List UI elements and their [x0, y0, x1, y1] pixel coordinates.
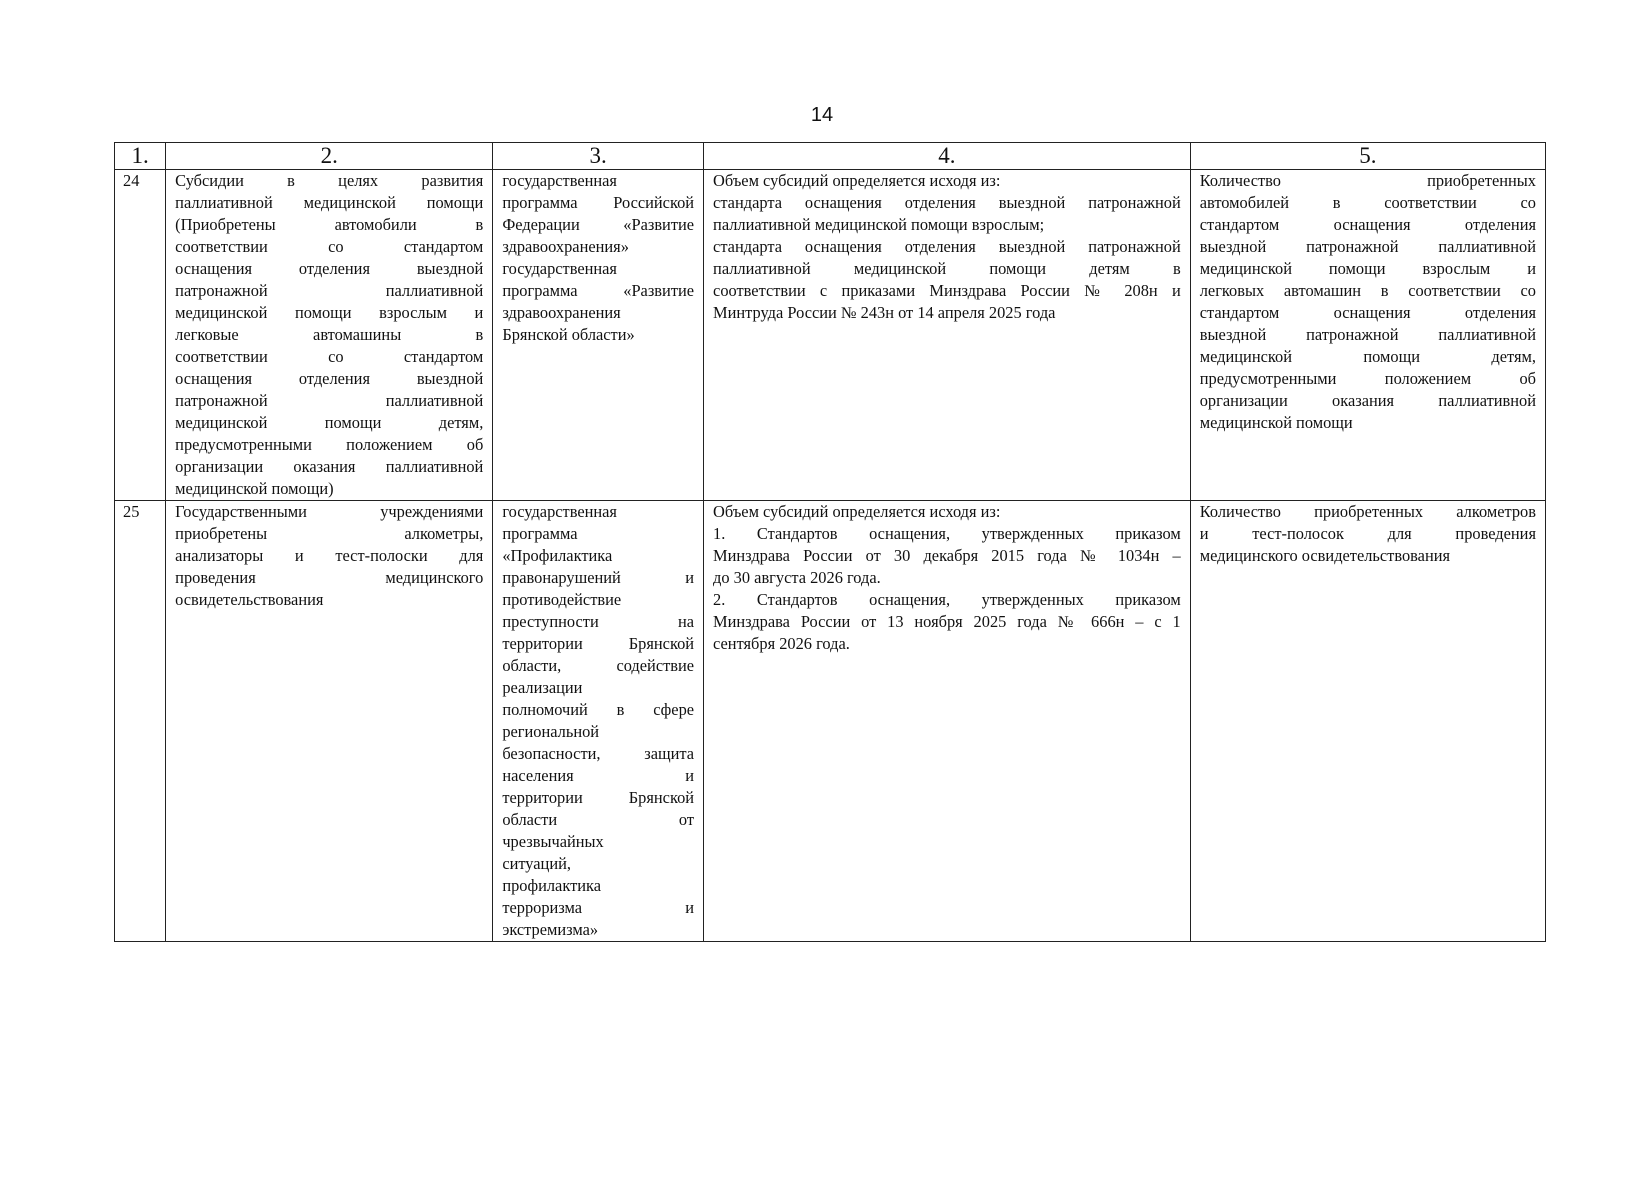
text-line: чрезвычайных [502, 832, 604, 851]
text-line: легковые автомашины в [175, 325, 484, 344]
text-line: освидетельствования [175, 590, 324, 609]
text-line: полномочий в сфере [502, 700, 695, 719]
text-line: здравоохранения [502, 303, 621, 322]
text-line: стандарта оснащения отделения выездной патронажной [713, 193, 1181, 212]
text-line: сентября 2026 года. [713, 634, 850, 653]
table-row [115, 501, 1546, 942]
text-line: программа [502, 524, 578, 543]
text-line: стандартом оснащения отделения [1199, 303, 1536, 322]
table-header-row [115, 143, 1546, 170]
text-line: Субсидии в целях развития [175, 171, 484, 190]
text-line: медицинской помощи детям, [1199, 347, 1536, 366]
page-number: 14 [810, 104, 834, 126]
text-line: государственная [502, 171, 617, 190]
text-line: области от [502, 810, 695, 829]
text-line: оснащения отделения выездной [175, 369, 484, 388]
text-line: медицинской помощи взрослым и [1199, 259, 1536, 278]
header-col-1: 1. [115, 143, 166, 170]
row-number: 24 [115, 170, 166, 501]
text-line: Федерации «Развитие [502, 215, 695, 234]
text-line: территории Брянской [502, 634, 695, 653]
text-line: паллиативной медицинской помощи детям в [713, 259, 1181, 278]
text-line: организации оказания паллиативной [1199, 391, 1536, 410]
text-line: до 30 августа 2026 года. [713, 568, 881, 587]
text-line: Количество приобретенных [1199, 171, 1536, 190]
text-line: паллиативной медицинской помощи [175, 193, 484, 212]
row-description-cell [166, 501, 493, 942]
text-line: и тест-полосок для проведения [1199, 524, 1536, 543]
row-description-cell [166, 170, 493, 501]
document-table [114, 142, 1546, 942]
text-line: проведения медицинского [175, 568, 484, 587]
text-line: государственная [502, 502, 617, 521]
row-program-cell [493, 501, 704, 942]
text-line: Объем субсидий определяется исходя из: [713, 502, 1001, 521]
header-col-5: 5. [1190, 143, 1545, 170]
text-line: медицинской помощи [1199, 413, 1353, 432]
text-line: стандарта оснащения отделения выездной патронажной [713, 237, 1181, 256]
text-line: 2. Стандартов оснащения, утвержденных приказом [713, 590, 1181, 609]
text-line: Государственными учреждениями [175, 502, 484, 521]
text-line: патронажной паллиативной [175, 281, 484, 300]
text-line: автомобилей в соответствии со [1199, 193, 1536, 212]
text-line: населения и [502, 766, 695, 785]
text-line: (Приобретены автомобили в [175, 215, 484, 234]
text-line: медицинской помощи взрослым и [175, 303, 484, 322]
text-line: легковых автомашин в соответствии со [1199, 281, 1536, 300]
text-line: региональной [502, 722, 600, 741]
text-line: области, содействие [502, 656, 695, 675]
text-line: программа «Развитие [502, 281, 695, 300]
text-line: выездной патронажной паллиативной [1199, 325, 1536, 344]
text-line: Количество приобретенных алкометров [1199, 502, 1536, 521]
text-line: преступности на [502, 612, 695, 631]
text-line: терроризма и [502, 898, 695, 917]
text-line: стандартом оснащения отделения [1199, 215, 1536, 234]
text-line: ситуаций, [502, 854, 571, 873]
text-line: оснащения отделения выездной [175, 259, 484, 278]
row-methodology-cell [704, 501, 1191, 942]
table-row [115, 170, 1546, 501]
text-line: паллиативной медицинской помощи взрослым; [713, 215, 1045, 234]
text-line: соответствии с приказами Минздрава России № 208н и [713, 281, 1181, 300]
text-line: Минтруда России № 243н от 14 апреля 2025 года [713, 303, 1056, 322]
header-col-4: 4. [704, 143, 1191, 170]
text-line: соответствии со стандартом [175, 237, 484, 256]
text-line: здравоохранения» [502, 237, 629, 256]
text-line: организации оказания паллиативной [175, 457, 484, 476]
text-line: выездной патронажной паллиативной [1199, 237, 1536, 256]
text-line: Минздрава России от 30 декабря 2015 года № 1034н – [713, 546, 1181, 565]
text-line: «Профилактика [502, 546, 613, 565]
text-line: реализации [502, 678, 583, 697]
text-line: противодействие [502, 590, 622, 609]
row-methodology-cell [704, 170, 1191, 501]
text-line: соответствии со стандартом [175, 347, 484, 366]
text-line: государственная [502, 259, 617, 278]
text-line: территории Брянской [502, 788, 695, 807]
text-line: медицинского освидетельствования [1199, 546, 1451, 565]
row-indicator-cell [1190, 170, 1545, 501]
text-line: экстремизма» [502, 920, 599, 939]
text-line: безопасности, защита [502, 744, 695, 763]
text-line: профилактика [502, 876, 601, 895]
text-line: анализаторы и тест-полоски для [175, 546, 484, 565]
header-col-2: 2. [166, 143, 493, 170]
text-line: 1. Стандартов оснащения, утвержденных приказом [713, 524, 1181, 543]
row-number: 25 [115, 501, 166, 942]
text-line: предусмотренными положением об [1199, 369, 1536, 388]
header-col-3: 3. [493, 143, 704, 170]
text-line: Объем субсидий определяется исходя из: [713, 171, 1001, 190]
row-program-cell [493, 170, 704, 501]
text-line: правонарушений и [502, 568, 695, 587]
text-line: предусмотренными положением об [175, 435, 484, 454]
text-line: Брянской области» [502, 325, 635, 344]
text-line: приобретены алкометры, [175, 524, 484, 543]
text-line: патронажной паллиативной [175, 391, 484, 410]
text-line: Минздрава России от 13 ноября 2025 года № 666н – с 1 [713, 612, 1181, 631]
text-line: медицинской помощи) [175, 479, 334, 498]
text-line: медицинской помощи детям, [175, 413, 484, 432]
row-indicator-cell [1190, 501, 1545, 942]
text-line: программа Российской [502, 193, 695, 212]
